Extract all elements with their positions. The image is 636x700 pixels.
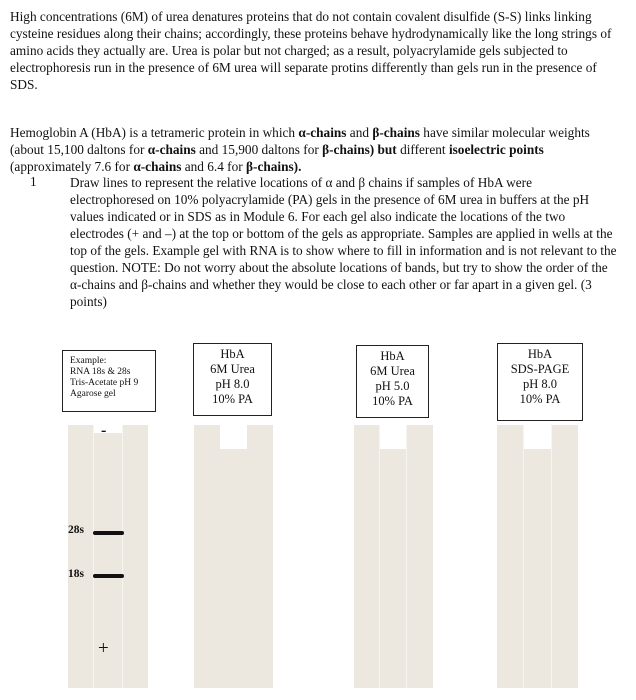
band-28s	[93, 531, 124, 535]
example-label-line: Example:	[70, 356, 107, 366]
sample-well	[220, 425, 247, 449]
lane-divider	[523, 425, 524, 688]
sample-well	[94, 425, 122, 433]
sample-well	[380, 425, 406, 449]
gel-label-line: 10% PA	[519, 392, 561, 406]
gel-label-line: 6M Urea	[370, 364, 415, 378]
sample-well	[524, 425, 551, 449]
band-28s-label: 28s	[68, 524, 84, 536]
gel1-label-box	[193, 343, 272, 416]
gel-label-line: SDS-PAGE	[510, 362, 570, 376]
lane-divider	[406, 425, 407, 688]
intro-paragraph-hemoglobin: Hemoglobin A (HbA) is a tetrameric protein in which α-chains and β-chains have similar molecular weights (about 15,100 daltons for α-chains and 15,900 daltons for β-chains) but different isoelectric points (approximately 7.6 for α-chains and 6.4 for β-chains).	[10, 125, 590, 174]
lane-divider	[122, 425, 123, 688]
gel-label-line: 10% PA	[372, 394, 413, 408]
gel-label-line: 6M Urea	[210, 362, 255, 376]
positive-electrode-label: +	[98, 638, 109, 659]
example-label-box	[62, 350, 156, 412]
example-label-line: Tris-Acetate pH 9	[70, 378, 139, 388]
band-18s	[93, 574, 124, 578]
example-label-line: RNA 18s & 28s	[70, 367, 131, 377]
gel-label-line: pH 8.0	[215, 377, 250, 391]
lane-divider	[379, 425, 380, 688]
gel3-label-box	[497, 343, 583, 421]
gel-label-line: HbA	[527, 347, 553, 361]
gel3-drawing-area[interactable]	[497, 425, 578, 688]
example-label-line: Agarose gel	[70, 389, 116, 399]
question-number: 1	[30, 174, 37, 189]
gel2-drawing-area[interactable]	[354, 425, 433, 688]
band-18s-label: 18s	[68, 568, 84, 580]
gel2-label-box	[356, 345, 429, 418]
gel-label-line: HbA	[220, 347, 245, 361]
gel-label-line: pH 5.0	[375, 379, 410, 393]
lane-divider	[93, 425, 94, 688]
gel-label-line: HbA	[380, 349, 405, 363]
question-text: Draw lines to represent the relative locations of α and β chains if samples of HbA were electrophoresed on 10% polyacrylamide (PA) gels in the presence of 6M urea in buffers at the pH values indicated or in SDS as in Module 6. For each gel also indicate the locations of the two electrodes (+ and –) at the top or bottom of the gels as appropriate. Samples are applied in wells at the top of the gels. Example gel with RNA is to show where to fill in information and is not relevant to the question. NOTE: Do not worry about the absolute locations of bands, but try to show the order of the α-chains and β-chains and whether they would be close to each other or far apart in a given gel. (3 points)	[70, 175, 617, 309]
gel-label-line: pH 8.0	[522, 377, 558, 391]
intro-paragraph-urea: High concentrations (6M) of urea denatures proteins that do not contain covalent disulfide (S-S) links linking cysteine residues along their chains; accordingly, these proteins behave hydrodynamically like the long strings of amino acids they actually are. Urea is polar but not charged; as a result, polyacrylamide gels subjected to electrophoresis run in the presence of 6M urea will separate protins differently than gels run in the presence of SDS.	[10, 9, 612, 92]
gel1-drawing-area[interactable]	[194, 425, 273, 688]
gel-label-line: 10% PA	[212, 392, 253, 406]
negative-electrode-label: -	[101, 422, 107, 439]
lane-divider	[551, 425, 552, 688]
